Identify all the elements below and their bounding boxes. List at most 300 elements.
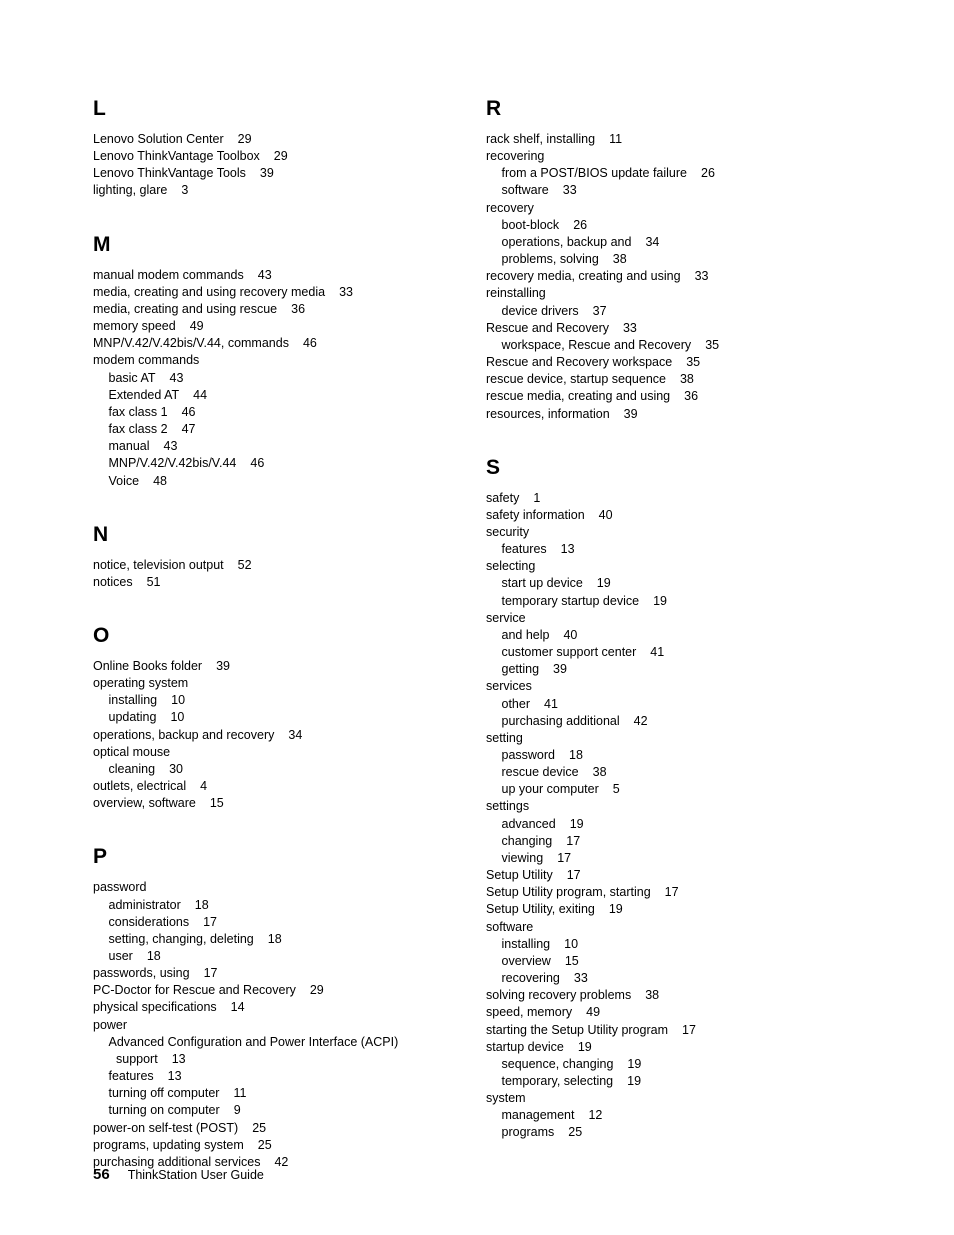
index-entry [486,610,866,627]
entry-text: password [93,880,147,895]
section-letter: S [486,455,501,479]
entry-page-link[interactable]: 36 [684,389,699,404]
index-entry [93,131,453,148]
section-gap [486,423,866,453]
entry-text: lighting, glare [93,183,168,198]
entry-page-link[interactable]: 43 [257,267,272,282]
index-subentry [486,303,866,320]
section-letter: L [93,97,106,120]
index-entry [486,285,866,302]
entry-text: services [486,679,532,694]
entry-page-link[interactable]: 19 [577,1039,592,1054]
index-subentry [486,644,866,661]
page-footer [93,1165,264,1185]
index-subentry [486,165,866,182]
entry-page-link[interactable]: 36 [291,301,306,316]
index-subentry [486,833,866,850]
index-subentry [93,455,453,472]
entry-page-link[interactable]: 26 [701,166,715,181]
entry-page-link[interactable]: 11 [233,1086,247,1101]
index-subentry [93,1051,453,1068]
entry-page-link[interactable]: 51 [146,574,161,589]
entry-page-link[interactable]: 44 [193,387,208,402]
index-subentry [93,1085,453,1102]
index-entry [93,727,453,744]
index-subentry [486,953,866,970]
index-subentry [93,438,453,455]
index-entry [486,371,866,388]
entry-text: operations, backup and [501,234,632,249]
index-section-m [93,230,453,490]
entry-text: rack shelf, installing [486,132,596,146]
entry-text: Rescue and Recovery workspace [486,355,673,370]
index-entry [486,919,866,936]
entry-text: recovery [486,200,534,215]
entry-page-link[interactable]: 18 [267,931,282,946]
index-entry [486,354,866,371]
index-subentry [486,781,866,798]
entry-text: overview, software [93,796,196,811]
entry-text: service [486,610,526,625]
entry-text: turning on computer [108,1103,220,1118]
index-entry-list [93,131,453,200]
entry-page-link[interactable]: 42 [274,1154,289,1169]
index-entry [93,965,453,982]
entry-text: fax class 2 [108,422,168,437]
index-subentry [486,696,866,713]
entry-page-link[interactable]: 5 [612,782,620,797]
index-entry [93,999,453,1016]
index-subentry [93,761,453,778]
entry-page-link[interactable]: 18 [569,748,583,762]
entry-text: up your computer [501,782,599,797]
entry-text: start up device [501,576,583,591]
entry-page-link[interactable]: 29 [237,132,252,146]
entry-text: temporary, selecting [501,1073,614,1088]
index-entry [93,557,453,574]
entry-text: starting the Setup Utility program [486,1022,669,1037]
entry-page-link[interactable]: 46 [302,336,317,351]
entry-text: updating [108,710,157,725]
index-subentry [93,370,453,387]
entry-page-link[interactable]: 10 [171,693,186,708]
entry-text: sequence, changing [501,1056,614,1071]
index-section-r [486,94,866,423]
index-entry [93,574,453,591]
entry-page-link[interactable]: 46 [250,456,265,471]
entry-page-link[interactable]: 41 [650,645,665,660]
entry-text: PC-Doctor for Rescue and Recovery [93,983,296,998]
entry-page-link[interactable]: 33 [694,269,709,284]
index-subentry [486,850,866,867]
section-gap [93,812,453,842]
entry-page-link[interactable]: 43 [163,439,178,454]
entry-page-link[interactable]: 18 [146,949,161,963]
index-entry [486,320,866,337]
index-subentry [486,337,866,354]
entry-text: notice, television output [93,557,224,572]
entry-page-link[interactable]: 3 [181,183,189,198]
index-entry [486,558,866,575]
index-entry [486,884,866,901]
index-subentry [486,541,866,558]
entry-text: and help [501,627,550,642]
index-entry [486,406,866,423]
index-subentry [486,593,866,610]
entry-page-link[interactable]: 39 [216,658,230,673]
section-letter: R [486,97,502,120]
index-subentry [93,421,453,438]
index-subentry [486,1056,866,1073]
entry-text: MNP/V.42/V.42bis/V.44 [108,456,237,471]
entry-page-link[interactable]: 15 [564,953,579,968]
entry-page-link[interactable]: 35 [686,355,701,370]
index-column-left [93,94,453,1171]
entry-text: Rescue and Recovery [486,320,609,335]
section-letter: N [93,522,109,546]
index-subentry [93,1102,453,1119]
entry-text: outlets, electrical [93,779,187,794]
entry-page-link[interactable]: 10 [170,710,185,725]
entry-page-link[interactable]: 25 [568,1125,583,1140]
entry-page-link[interactable]: 17 [203,966,218,981]
entry-page-link[interactable]: 39 [623,406,638,421]
entry-text: Voice [108,473,140,488]
entry-page-link[interactable]: 33 [573,971,588,986]
entry-page-link[interactable]: 38 [679,372,694,387]
entry-page-link[interactable]: 38 [645,988,660,1003]
entry-page-link[interactable]: 29 [273,149,288,164]
entry-page-link[interactable]: 4 [200,779,208,794]
index-subentry [486,182,866,199]
index-entry [93,1017,453,1034]
entry-text: recovering [501,971,560,986]
entry-page-link[interactable]: 10 [564,936,579,951]
index-entry [486,490,866,507]
index-entry-list [93,879,453,1171]
entry-page-link[interactable]: 42 [633,713,648,728]
index-entry [486,1022,866,1039]
index-subentry [486,251,866,268]
entry-page-link[interactable]: 17 [664,885,679,900]
section-letter: M [93,232,111,256]
index-entry [93,879,453,896]
index-subentry [93,897,453,914]
index-subentry [93,387,453,404]
entry-text: basic AT [108,370,156,385]
index-section-o [93,621,453,812]
index-subentry [93,1068,453,1085]
entry-text: startup device [486,1039,564,1054]
entry-text: power-on self-test (POST) [93,1120,239,1135]
index-subentry [486,217,866,234]
index-entry [486,148,866,165]
entry-text: installing [108,693,158,708]
index-entry [486,131,866,148]
guide-title: ThinkStation User Guide [127,1168,264,1182]
index-entry [486,901,866,918]
entry-page-link[interactable]: 34 [645,234,660,249]
entry-text: system [486,1091,526,1106]
entry-page-link[interactable]: 38 [612,252,627,267]
index-subentry [93,931,453,948]
entry-page-link[interactable]: 26 [573,217,588,232]
index-entry [486,524,866,541]
index-entry [93,982,453,999]
entry-page-link[interactable]: 17 [557,850,572,865]
entry-page-link[interactable]: 1 [533,490,541,505]
entry-text: administrator [108,897,181,912]
index-subentry [486,661,866,678]
entry-text: Lenovo ThinkVantage Toolbox [93,149,260,164]
entry-text: purchasing additional services [93,1154,261,1169]
entry-text: cleaning [108,761,156,776]
entry-page-link[interactable]: 25 [252,1120,267,1135]
entry-page-link[interactable]: 35 [705,337,720,352]
index-subentry [486,1107,866,1124]
entry-page-link[interactable]: 19 [627,1073,642,1088]
entry-text: customer support center [501,645,637,660]
entry-text: management [501,1108,575,1123]
section-gap [93,591,453,621]
entry-text: operations, backup and recovery [93,727,275,742]
entry-text: selecting [486,559,536,574]
entry-text: Online Books folder [93,658,203,673]
index-subentry [93,1034,453,1051]
index-entry-list [486,490,866,1142]
entry-text: workspace, Rescue and Recovery [501,337,692,352]
index-subentry [93,709,453,726]
entry-text: notices [93,574,133,589]
entry-text: getting [501,662,540,677]
index-column-right [486,94,866,1142]
entry-page-link[interactable]: 33 [339,284,353,299]
entry-text: from a POST/BIOS update failure [501,166,687,181]
entry-page-link[interactable]: 19 [627,1056,642,1071]
index-entry [486,730,866,747]
index-subentry [486,747,866,764]
index-section-n [93,520,453,591]
entry-page-link[interactable]: 41 [544,696,558,711]
section-gap [93,490,453,520]
entry-text: setting [486,730,523,745]
index-entry [93,1120,453,1137]
entry-page-link[interactable]: 19 [569,816,584,831]
index-subentry [486,1124,866,1141]
entry-page-link[interactable]: 17 [203,914,218,929]
index-entry [93,182,453,199]
index-subentry [486,936,866,953]
entry-text: physical specifications [93,1000,217,1015]
entry-page-link[interactable]: 15 [209,796,224,811]
index-entry [486,678,866,695]
index-entry [486,268,866,285]
entry-text: rescue media, creating and using [486,389,671,404]
index-entry [486,798,866,815]
index-subentry [486,1073,866,1090]
entry-text: setting, changing, deleting [108,931,254,946]
entry-text: overview [501,953,551,968]
entry-text: other [501,696,530,711]
entry-text: safety information [486,507,585,522]
section-letter: O [93,623,110,647]
index-section-l [93,94,453,200]
entry-text: viewing [501,850,544,865]
entry-text: MNP/V.42/V.42bis/V.44, commands [93,336,289,351]
index-subentry [93,692,453,709]
entry-text: purchasing additional [501,713,620,728]
entry-text: rescue device, startup sequence [486,372,666,387]
entry-text: password [501,748,555,762]
entry-text: Setup Utility program, starting [486,885,651,900]
entry-page-link[interactable]: 38 [592,765,607,780]
entry-text: power [93,1017,128,1032]
entry-page-link[interactable]: 13 [560,542,575,557]
entry-text: settings [486,799,530,814]
entry-page-link[interactable]: 48 [153,473,167,488]
entry-page-link[interactable]: 39 [259,166,274,181]
index-subentry [486,764,866,781]
entry-page-link[interactable]: 18 [194,897,209,912]
entry-text: considerations [108,914,190,929]
index-section-s [486,453,866,1142]
index-entry [486,1004,866,1021]
entry-text: modem commands [93,353,200,368]
entry-text: safety [486,490,520,505]
entry-text: installing [501,936,551,951]
entry-text: programs, updating system [93,1137,244,1152]
entry-text: device drivers [501,303,579,318]
entry-text: speed, memory [486,1005,573,1020]
index-entry-list [93,267,453,490]
index-entry [93,744,453,761]
entry-page-link[interactable]: 12 [588,1108,603,1123]
index-subentry [486,234,866,251]
entry-text: Setup Utility [486,868,553,883]
entry-text: programs [501,1125,555,1140]
index-subentry [93,404,453,421]
entry-page-link[interactable]: 39 [553,662,567,677]
index-entry [93,675,453,692]
entry-page-link[interactable]: 40 [598,507,613,522]
entry-text: temporary startup device [501,593,640,608]
entry-page-link[interactable]: 40 [563,627,578,642]
entry-text: user [108,949,133,963]
entry-text: solving recovery problems [486,988,632,1003]
entry-page-link[interactable]: 29 [309,983,324,998]
index-subentry [486,575,866,592]
entry-text: media, creating and using rescue [93,301,278,316]
entry-text: software [486,919,534,934]
index-subentry [93,948,453,965]
entry-page-link[interactable]: 13 [167,1069,182,1084]
entry-page-link[interactable]: 47 [181,422,196,437]
entry-text: fax class 1 [108,404,168,419]
entry-text: advanced [501,816,556,831]
entry-page-link[interactable]: 37 [592,303,607,318]
index-entry-list [93,658,453,812]
entry-page-link[interactable]: 46 [181,404,196,419]
index-subentry [486,713,866,730]
index-entry [93,148,453,165]
entry-text: changing [501,833,553,848]
entry-text: Lenovo Solution Center [93,132,224,146]
entry-text: Extended AT [108,387,180,402]
entry-page-link[interactable]: 25 [257,1137,272,1152]
entry-text: operating system [93,676,189,691]
entry-page-link[interactable]: 14 [230,1000,245,1015]
entry-page-link[interactable]: 49 [189,319,204,334]
entry-page-link[interactable]: 33 [562,183,577,198]
entry-page-link[interactable]: 13 [171,1051,186,1066]
entry-page-link[interactable]: 34 [288,727,303,742]
entry-text: resources, information [486,406,610,421]
entry-text: recovery media, creating and using [486,269,681,284]
entry-page-link[interactable]: 17 [566,868,581,883]
index-entry [93,301,453,318]
index-subentry [486,970,866,987]
entry-page-link[interactable]: 19 [653,593,667,608]
index-entry [486,867,866,884]
entry-text: optical mouse [93,744,171,759]
entry-page-link[interactable]: 19 [596,576,611,591]
index-entry [486,388,866,405]
index-entry [93,267,453,284]
index-subentry [93,473,453,490]
index-entry [93,795,453,812]
entry-text: turning off computer [108,1086,220,1101]
index-subentry [486,816,866,833]
entry-page-link[interactable]: 17 [682,1022,696,1037]
entry-text: Setup Utility, exiting [486,902,595,917]
index-entry [93,778,453,795]
entry-text: boot-block [501,217,560,232]
entry-text: Lenovo ThinkVantage Tools [93,166,246,181]
entry-page-link[interactable]: 9 [233,1103,241,1118]
entry-text: media, creating and using recovery media [93,284,326,299]
index-entry [93,352,453,369]
entry-text: features [501,542,547,557]
entry-text: Advanced Configuration and Power Interface (ACPI) [108,1034,399,1049]
entry-page-link[interactable]: 43 [169,370,184,385]
entry-page-link[interactable]: 49 [586,1005,601,1020]
section-letter: P [93,845,108,869]
entry-text: problems, solving [501,252,599,267]
index-entry [486,507,866,524]
entry-page-link[interactable]: 52 [237,557,252,572]
index-entry [93,284,453,301]
entry-text: security [486,524,530,539]
entry-text: manual [108,439,150,454]
section-gap [93,200,453,230]
index-entry [93,335,453,352]
index-entry [93,1137,453,1154]
entry-text: manual modem commands [93,267,244,282]
entry-page-link[interactable]: 19 [608,902,623,917]
index-subentry [486,627,866,644]
index-entry-list [93,557,453,591]
entry-page-link[interactable]: 17 [566,833,581,848]
index-section-p [93,842,453,1171]
entry-page-link[interactable]: 11 [609,132,623,146]
entry-text: memory speed [93,319,176,334]
index-entry [486,200,866,217]
entry-page-link[interactable]: 33 [622,320,637,335]
entry-text: features [108,1069,154,1084]
entry-page-link[interactable]: 30 [169,761,183,776]
entry-text: support [116,1051,158,1066]
index-entry-list [486,131,866,423]
